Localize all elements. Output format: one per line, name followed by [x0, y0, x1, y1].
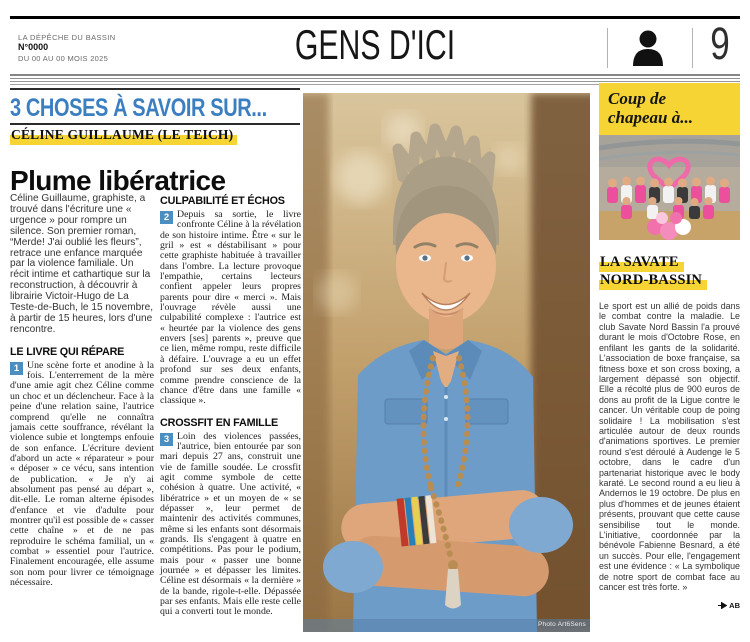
sidebar: [599, 83, 740, 610]
section-2: [160, 195, 301, 407]
kicker-rule: [10, 123, 300, 125]
subject-highlight: CÉLINE GUILLAUME (LE TEICH): [10, 127, 237, 145]
section-2-title: CULPABILITÉ ET ÉCHOS: [160, 195, 285, 207]
section-2-body: [160, 210, 301, 407]
page-number: 9: [710, 18, 730, 69]
publication-block: [18, 33, 116, 63]
intro-paragraph: Céline Guillaume, graphiste, a trouvé dans l'écriture une « urgence » pour rompre un silence. Son premier roman, “Merde! J'ai oublié les fleurs”, retrace une enfance marquée par la violence familiale. Un récit intime et cathartique sur la reconstruction, à découvrir à librairie Victoir-Hugo de La Teste-de-Buch, le 15 novembre, à partir de 15 heures, lors d'une rencontre.: [10, 193, 154, 335]
text-column-2: [160, 194, 301, 618]
article-subject: [10, 127, 237, 143]
sidebar-body: Le sport est un allié de poids dans le combat contre la maladie. Le club Savate Nord Bassin l'a prouvé durant le mois d'Octobre Rose, en enfilant les gants de la solidarité. L'association de boxe française, sa fitness boxe et son cross boxing, a largement dépassé son objectif. Elle a récolté plus de 900 euros de dons au profit de la Ligue contre le cancer. Un véritable coup de poing solidaire ! La mobilisation s'est articulée autour de deux rounds d'animations sportives. Le premier round s'est déroulé à Audenge le 5 octobre, dans le cadre d'un partenariat historique avec le body karaté. Le second round a eu lieu à Andernos le 19 octobre. De plus en plus d'hommes et de jeunes étaient présents, prouvant que cette cause sensibilise tout le monde. L'initiative, coordonnée par la bénévole Fabienne Besnard, a été un succès. Pour elle, l'engagement est une évidence : « La symbolique de notre sport de combat face au cancer est très forte. »: [599, 301, 740, 593]
section-title: GENS D'ICI: [294, 21, 456, 68]
arrow-right-icon: [718, 602, 727, 609]
text-column-1: [10, 194, 154, 588]
kicker-rule: [10, 88, 300, 90]
chapeau-title-line1: Coup de: [608, 89, 667, 108]
section-3-text: Loin des violences passées, l'autrice, bien entourée par son mari depuis 27 ans, construit une vie de famille soudée. Le crossfit agit comme symbole de cette cohésion à quatre. Une activité, « libératrice » et un moyen de « se dépasser », leur permet de maintenir des activités communes, même si les enfants sont désormais grands. Ils s'engagent à quatre en compétitions. Pas pour le podium, mais pour « passer une bonne journée » et dépasser les limites. Céline est désormais « la dernière » de la bande, rigole-t-elle. Dépassée par ses enfants. Mais elle reste celle qui a converti tout le monde.: [160, 430, 301, 618]
issue-number: N°0000: [18, 42, 49, 53]
section-3: [160, 417, 301, 618]
section-number-badge: 3: [160, 433, 173, 446]
section-number-badge: 1: [10, 362, 23, 375]
article-headline: Plume libératrice: [10, 164, 226, 196]
section-1-text: Une scène forte et anodine à la fois. L'enterrement de la mère d'une amie agit chez Céline comme un choc et un déclencheur. Face à la peine d'une relation saine, l'autrice comprend qu'elle ne connaîtra jamais cette souffrance, révélant la violence subie et longtemps enfouie de son enfance. L'écriture devient d'abord un acte « réparateur » pour « déposer » ce vécu, sans intention de publication. « Je n'y ai absolument pas pensé au départ », dit-elle. Le roman alterne épisodes d'enfance et vie d'adulte pour montrer qu'il est possible de « casser cette chaîne » et de ne pas reproduire le schéma familial, un « combat » essentiel pour l'autrice. Finalement encouragée, elle assume son nom pour livrer ce témoignage nécessaire.: [10, 359, 154, 588]
byline: [599, 601, 740, 610]
person-icon: [630, 28, 666, 68]
date-range: DU 00 AU 00 MOIS 2025: [18, 53, 109, 63]
section-3-title: CROSSFIT EN FAMILLE: [160, 416, 278, 429]
section-3-body: [160, 432, 301, 618]
chapeau-box: [599, 83, 740, 135]
chapeau-title-line2: chapeau à...: [608, 108, 693, 128]
section-number-badge: 2: [160, 211, 173, 224]
sidebar-title-line1: LA SAVATE: [599, 254, 684, 272]
section-1-body: [10, 361, 154, 589]
sidebar-article-title: [599, 253, 740, 289]
group-photo: [599, 135, 740, 245]
sidebar-title-line2: NORD-BASSIN: [599, 272, 707, 290]
top-rule: [10, 16, 740, 19]
portrait-photo: [303, 93, 590, 632]
section-1: [10, 346, 154, 589]
header-separator: [607, 28, 608, 68]
byline-initials: AB: [729, 601, 740, 611]
section-1-title: LE LIVRE QUI RÉPARE: [10, 345, 125, 358]
publication-name: LA DÉPÊCHE DU BASSIN: [18, 33, 116, 42]
section-2-text: Depuis sa sortie, le livre confronte Céline à la révélation de son histoire intime. Être « sur le gril » est « déstabilisant » pour cette graphiste habituée à travailler dans l'ombre. La lecture provoque l'empathie, certains lecteurs confient appeler leurs propres parents pour dire « merci ». Mais l'ouvrage révèle aussi une culpabilité complexe : l'autrice est « heurtée par la violence des gens envers [ses] parents », preuve que ce lien, même rompu, reste difficile à défaire. L'ouvrage a eu un effet profond sur ses deux enfants, comme prendre conscience de la chance d'être dans une famille « classique ».: [160, 209, 301, 407]
kicker: 3 CHOSES À SAVOIR SUR...: [10, 94, 267, 122]
photo-credit: Photo Art6Sens: [538, 621, 586, 628]
header-separator: [692, 28, 693, 68]
